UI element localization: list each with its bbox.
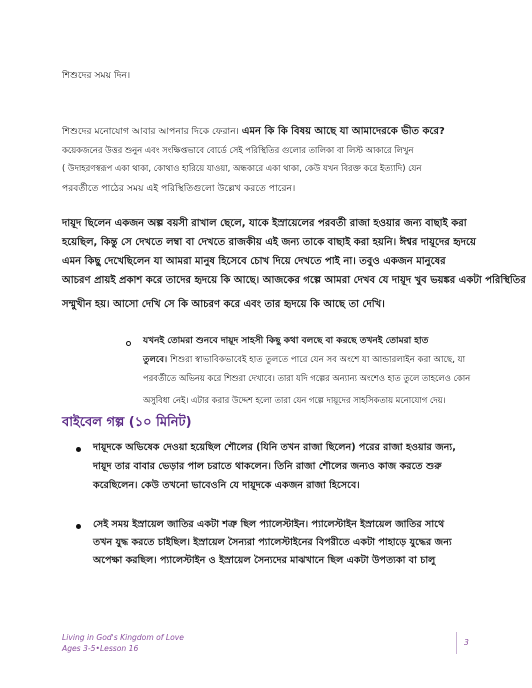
raise-hand-line: পরবর্তীতে অভিনয় করে শিশুরা দেখাবে। তারা যদি গল্পের অন্যান্য অংশেও হাত তুলে তাহলেও কোন — [143, 373, 471, 383]
footer-divider — [456, 632, 457, 654]
story-line: করেছিলেন। কেউ তখনো ভাবেওনি যে দায়ূদকে একজন রাজা হিসেবে। — [93, 480, 360, 491]
story-line: সেই সময় ইস্রায়েল জাতির একটা শত্রু ছিল প্যালেস্টাইন। প্যালেস্টাইন ইস্রায়েল জাতির সাথে — [93, 519, 445, 530]
raise-hand-instruction — [143, 337, 532, 346]
instruction-line: কয়েকজনের উত্তর শুনুন এবং সংক্ষিপ্তভাবে বোর্ডে সেই পরিস্থিতির গুলোর তালিকা বা লিস্ট আকারে লিখুন — [62, 145, 414, 155]
raise-hand-line: অসুবিধা নেই। এটার করার উদ্দেশ হলো তারা যেন গল্পে দায়ূদের সাহসিকতায় মনোযোগ দেয়। — [143, 395, 446, 405]
section-heading: বাইবেল গল্প (১০ মিনিট) — [62, 415, 192, 430]
bullet-icon — [76, 524, 81, 529]
raise-hand-text: শিশুরা স্বাভাবিকভাবেই হাত তুলতে পারে যেন সব অংশে যা আন্ডারলাইন করা আছে, যা — [170, 355, 466, 365]
question-what-scares-us: এমন কি কি বিষয় আছে যা আমাদেরকে ভীত করে? — [241, 126, 445, 137]
footer-lesson: Ages 3-5•Lesson 16 — [62, 644, 139, 653]
intro-paragraph-line: দায়ূদ ছিলেন একজন অল্প বয়সী রাখাল ছেলে, যাকে ইস্রায়েলের পরবর্তী রাজা হওয়ার জন্য বাছাই করা — [62, 218, 467, 229]
intro-paragraph-line: আচরণ প্রায়ই প্রকাশ করে তাদের হৃদয়ে কি আছে। আজকের গল্পে আমরা দেখব যে দায়ূদ খুব ভয়ঙ্কর একটা পরিস্থিতির — [62, 275, 526, 286]
story-line: দায়ূদকে অভিষেক দেওয়া হয়েছিল শৌলের (যিনি তখন রাজা ছিলেন) পরের রাজা হওয়ার জন্য, — [93, 442, 456, 453]
raise-hand-bold-end: তুলবে। — [143, 355, 171, 365]
instruction-line: পরবর্তীতে পাঠের সময় এই পরিস্থিতিগুলো উল্লেখ করতে পারেন। — [62, 183, 296, 194]
sub-bullet-icon — [126, 341, 131, 346]
instruction-give-time: শিশুদের সময় দিন। — [62, 70, 131, 81]
page-number: 3 — [464, 638, 469, 647]
bullet-icon — [76, 447, 81, 452]
intro-paragraph-line: হয়েছিল, কিন্তু সে দেখতে লম্বা বা দেখতে রাজকীয় এই জন্য তাকে বাছাই করা হয়নি। ঈশ্বর দায়ূদের হৃদয়ে — [62, 237, 476, 248]
instruction-attention-text: শিশুদের মনোযোগ আবার আপনার দিকে ফেরান। — [62, 126, 242, 137]
raise-hand-bold: যখনই তোমরা শুনবে দায়ূদ সাহসী কিছু কথা বলছে বা করছে তখনই তোমরা হাত — [143, 336, 429, 346]
raise-hand-line — [143, 356, 532, 365]
instruction-attention — [62, 127, 482, 137]
instruction-line: ( উদাহরণস্বরূপ একা থাকা, কোথাও হারিয়ে যাওয়া, অন্ধকারে একা থাকা, কেউ যখন বিরক্ত করে ইত্যাদি) যেন — [62, 163, 422, 173]
story-line: দায়ূদ তার বাবার ভেড়ার পাল চরাতে থাকলেন। তিনি রাজা শৌলের জন্যও কাজ করতে শুরু — [93, 461, 442, 472]
story-line: তখন যুদ্ধ করতে চাইছিল। ইস্রায়েল সৈন্যরা প্যালেস্টাইনের বিপরীতে একটা পাহাড়ে যুদ্ধের জন্য — [93, 537, 452, 548]
intro-paragraph-line: সম্মুখীন হয়। আসো দেখি সে কি আচরণ করে এবং তার হৃদয়ে কি আছে তা দেখি। — [62, 299, 385, 310]
footer-title: Living in God's Kingdom of Love — [62, 633, 184, 642]
intro-paragraph-line: এমন কিছু দেখেছিলেন যা আমরা মানুষ হিসেবে চোখ দিয়ে দেখতে পাই না। তবুও একজন মানুষের — [62, 256, 446, 267]
story-line: অপেক্ষা করছিল। প্যালেস্টাইন ও ইস্রায়েল সৈন্যদের মাঝখানে ছিল একটা উপত্যকা বা চালু — [93, 555, 436, 566]
